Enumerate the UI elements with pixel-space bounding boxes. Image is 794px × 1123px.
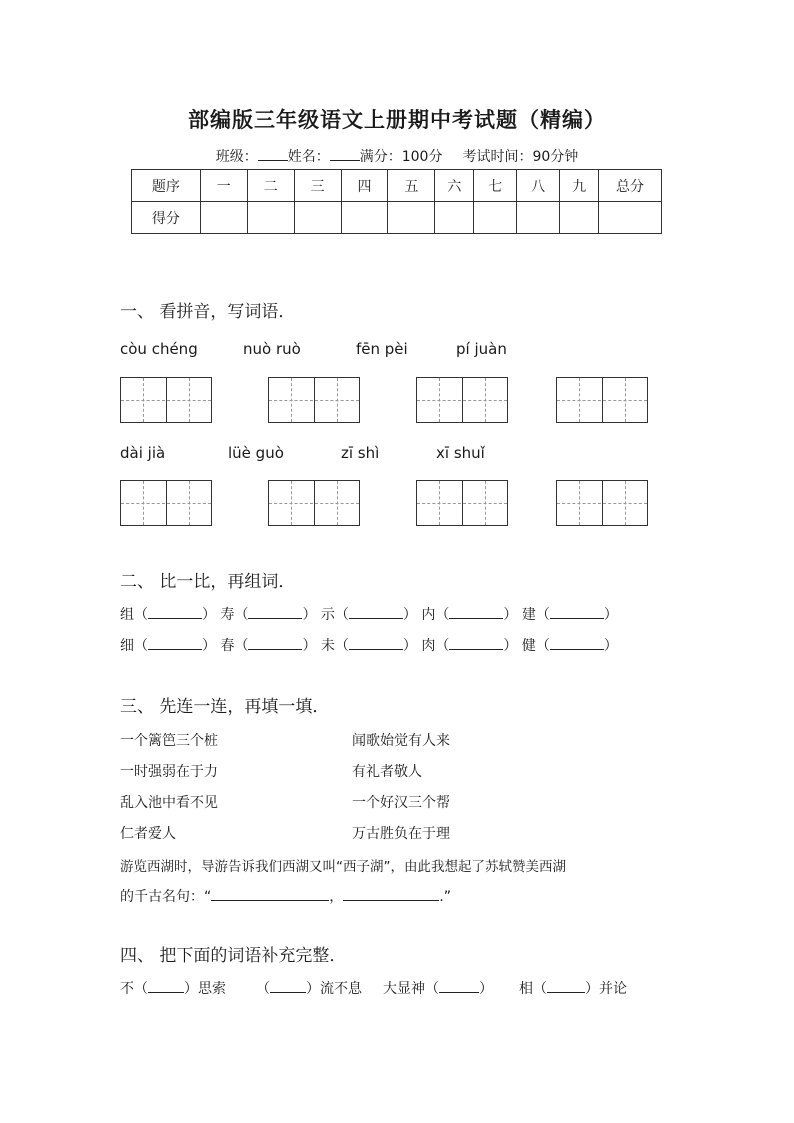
- answer-blank[interactable]: [550, 638, 604, 650]
- score-cell[interactable]: [599, 202, 662, 234]
- answer-blank[interactable]: [349, 638, 403, 650]
- poem-prefix: 的千古名句：“: [120, 889, 212, 905]
- answer-blank[interactable]: [449, 607, 503, 619]
- writing-grid[interactable]: [120, 377, 212, 423]
- exam-info: [0, 146, 794, 166]
- match-left-item[interactable]: 一个篱笆三个桩: [120, 733, 218, 749]
- answer-blank[interactable]: [550, 607, 604, 619]
- writing-grid[interactable]: [416, 377, 508, 423]
- section2-heading: 二、 比一比，再组词．: [120, 572, 296, 592]
- idiom-blank[interactable]: [547, 981, 585, 993]
- header-cell: 总分: [599, 170, 662, 202]
- exam-time: 考试时间：90分钟: [462, 149, 579, 165]
- pinyin-label: zī shì: [341, 444, 380, 462]
- poem-comma: ，: [329, 889, 344, 905]
- class-label: 班级：: [215, 149, 258, 165]
- score-cell[interactable]: [517, 202, 560, 234]
- section4-heading: 四、 把下面的词语补充完整．: [120, 946, 347, 966]
- name-label: 姓名：: [287, 149, 330, 165]
- score-cell[interactable]: [247, 202, 294, 234]
- match-right-item[interactable]: 有礼者敬人: [352, 764, 422, 780]
- pinyin-label: nuò ruò: [243, 340, 301, 358]
- poem-blank[interactable]: [211, 889, 329, 901]
- pinyin-label: xī shuǐ: [436, 444, 485, 462]
- header-cell: 五: [388, 170, 435, 202]
- score-table-score-row: [132, 202, 662, 234]
- character: 内: [421, 607, 436, 623]
- poem-blank[interactable]: [343, 889, 439, 901]
- writing-grid[interactable]: [120, 480, 212, 526]
- header-cell: 七: [474, 170, 517, 202]
- idiom-suffix: ）思索: [184, 981, 226, 997]
- answer-blank[interactable]: [148, 607, 202, 619]
- header-cell: 三: [294, 170, 341, 202]
- score-cell[interactable]: [474, 202, 517, 234]
- idiom-blank[interactable]: [148, 981, 184, 993]
- character: 组: [120, 607, 134, 623]
- header-cell: 一: [200, 170, 247, 202]
- answer-blank[interactable]: [248, 638, 302, 650]
- pinyin-label: lüè guò: [228, 444, 284, 462]
- score-row-label: 得分: [132, 202, 201, 234]
- header-cell: 题序: [132, 170, 201, 202]
- class-blank[interactable]: [258, 147, 288, 161]
- idiom-suffix: ）: [479, 981, 493, 997]
- header-cell: 八: [517, 170, 560, 202]
- score-cell[interactable]: [388, 202, 435, 234]
- character: 示: [320, 607, 335, 623]
- character: 健: [521, 638, 536, 654]
- score-cell[interactable]: [294, 202, 341, 234]
- writing-grid[interactable]: [556, 377, 648, 423]
- poem-suffix: .”: [439, 889, 451, 905]
- idiom-item: [519, 978, 627, 998]
- paragraph-line: 游览西湖时，导游告诉我们西湖又叫“西子湖”，由此我想起了苏轼赞美西湖: [120, 859, 566, 875]
- match-left-item[interactable]: 仁者爱人: [120, 826, 176, 842]
- answer-blank[interactable]: [449, 638, 503, 650]
- writing-grid[interactable]: [268, 377, 360, 423]
- writing-grid[interactable]: [556, 480, 648, 526]
- section3-heading: 三、 先连一连，再填一填．: [120, 697, 330, 717]
- header-cell: 四: [341, 170, 388, 202]
- idiom-suffix: ）并论: [585, 981, 627, 997]
- match-right-item[interactable]: 万古胜负在于理: [352, 826, 450, 842]
- character: 肉: [421, 638, 436, 654]
- character: 春: [220, 638, 235, 654]
- writing-grid[interactable]: [416, 480, 508, 526]
- idiom-prefix: 大显神（: [383, 981, 439, 997]
- score-table: [131, 169, 662, 234]
- section1-heading: 一、 看拼音，写词语．: [120, 302, 296, 322]
- character: 未: [320, 638, 335, 654]
- idiom-blank[interactable]: [439, 981, 479, 993]
- full-score: 满分：100分: [359, 149, 443, 165]
- pinyin-label: pí juàn: [456, 340, 507, 358]
- character: 细: [120, 638, 134, 654]
- compare-row: 组（ ） 寿（ ） 示（ ） 内（ ） 建（ ）: [120, 607, 618, 623]
- idiom-item: [256, 978, 362, 998]
- match-right-item[interactable]: 一个好汉三个帮: [352, 795, 450, 811]
- header-cell: 九: [560, 170, 599, 202]
- page-title: 部编版三年级语文上册期中考试题（精编）: [188, 108, 606, 132]
- idiom-item: [383, 978, 493, 998]
- idiom-suffix: ）流不息: [306, 981, 362, 997]
- score-cell[interactable]: [341, 202, 388, 234]
- idiom-prefix: 相（: [519, 981, 547, 997]
- writing-grid[interactable]: [268, 480, 360, 526]
- answer-blank[interactable]: [349, 607, 403, 619]
- pinyin-label: dài jià: [120, 444, 166, 462]
- score-cell[interactable]: [560, 202, 599, 234]
- idiom-prefix: 不（: [120, 981, 148, 997]
- pinyin-label: còu chéng: [120, 340, 198, 358]
- poem-fill-line: [120, 886, 451, 906]
- match-right-item[interactable]: 闻歌始觉有人来: [352, 733, 450, 749]
- score-cell[interactable]: [435, 202, 474, 234]
- idiom-blank[interactable]: [270, 981, 306, 993]
- compare-row: 细（ ） 春（ ） 未（ ） 肉（ ） 健（ ）: [120, 638, 618, 654]
- match-left-item[interactable]: 一时强弱在于力: [120, 764, 218, 780]
- score-table-header-row: [132, 170, 662, 202]
- character: 寿: [220, 607, 235, 623]
- character: 建: [521, 607, 536, 623]
- name-blank[interactable]: [330, 147, 360, 161]
- pinyin-label: fēn pèi: [356, 340, 408, 358]
- answer-blank[interactable]: [248, 607, 302, 619]
- answer-blank[interactable]: [148, 638, 202, 650]
- header-cell: 六: [435, 170, 474, 202]
- idiom-prefix: （: [256, 981, 270, 997]
- idiom-item: [120, 978, 226, 998]
- score-cell[interactable]: [200, 202, 247, 234]
- match-left-item[interactable]: 乱入池中看不见: [120, 795, 218, 811]
- header-cell: 二: [247, 170, 294, 202]
